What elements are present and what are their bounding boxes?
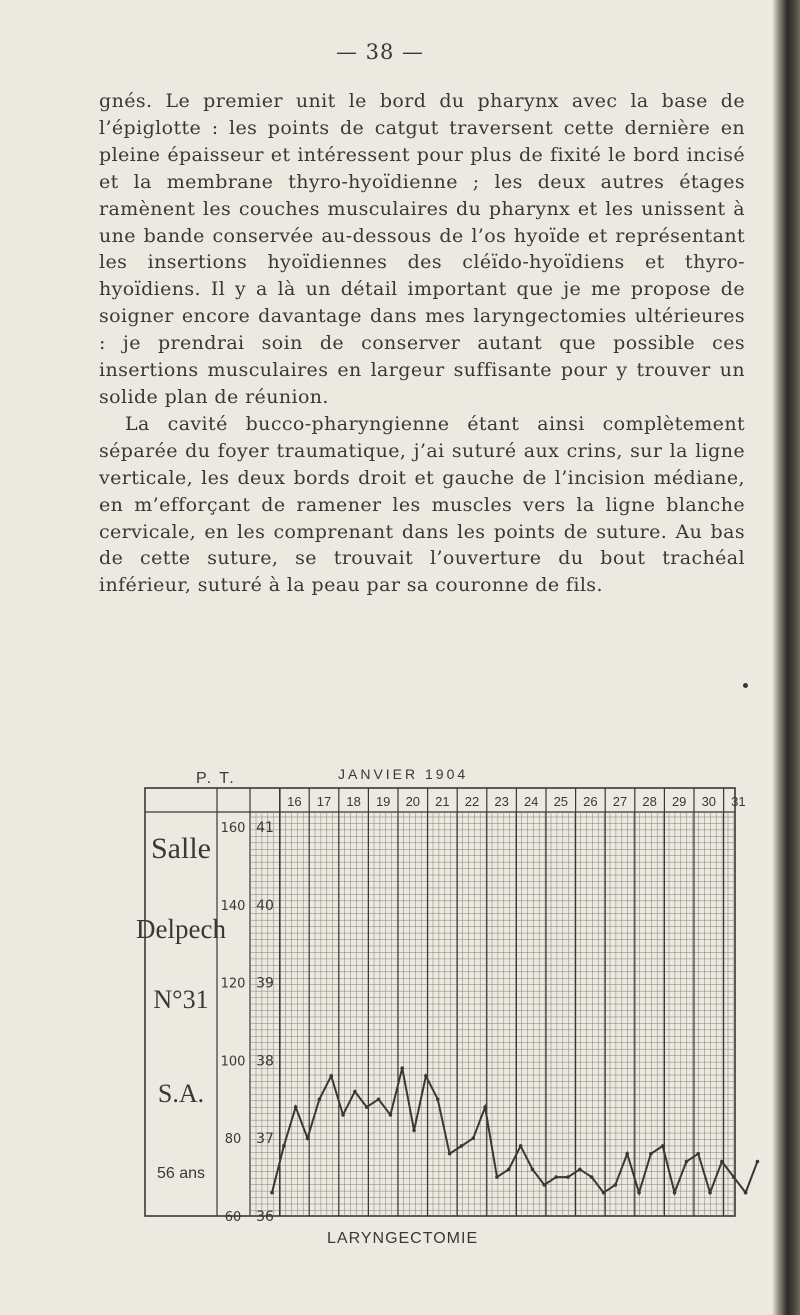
pulse-tick-label: 120 [220,976,246,992]
pulse-tick-label: 100 [220,1054,246,1070]
pulse-tick-label: 160 [220,821,246,836]
temperature-point [507,1168,511,1172]
temperature-point [400,1066,404,1070]
temperature-point [329,1074,333,1078]
temperature-point [483,1105,487,1109]
day-label: 20 [405,794,421,809]
day-label: 22 [464,794,480,809]
day-label: 28 [642,794,657,809]
temperature-tick-label: 36 [256,1209,274,1225]
temperature-point [673,1191,677,1195]
temperature-point [708,1191,712,1195]
pulse-tick-label: 80 [224,1132,242,1148]
temperature-point [353,1090,357,1094]
temperature-point [554,1175,558,1179]
chart-frame [145,788,735,1216]
temperature-point [744,1191,748,1195]
temperature-point [720,1160,724,1164]
temperature-line [272,1068,757,1192]
day-label: 27 [612,794,628,809]
temperature-point [282,1144,286,1148]
temperature-point [412,1129,416,1133]
day-label: 17 [316,794,332,809]
temperature-point [602,1191,606,1195]
pulse-tick-label: 140 [220,898,246,914]
temperature-point [294,1105,298,1109]
temperature-point [341,1113,345,1117]
day-label: 30 [701,794,717,809]
day-label: 21 [435,794,450,809]
temperature-point [519,1144,523,1148]
day-label: 23 [494,794,509,809]
temperature-tick-label: 41 [256,820,274,836]
patient-info [136,832,226,1182]
day-label: 25 [553,794,569,809]
temperature-point [756,1160,760,1164]
temperature-point [448,1152,452,1156]
temperature-point [306,1136,310,1140]
patient-info-line: Salle [151,832,211,865]
temperature-point [365,1105,369,1109]
pulse-temp-label: P. T. [196,770,236,787]
temperature-point [614,1183,618,1187]
temperature-point [531,1168,535,1172]
scan-edge [772,0,800,1315]
temperature-point [389,1113,393,1117]
paragraph-2: La cavité bucco-pharyngienne étant ainsi complètement séparée du foyer traumatique, j’ai suturé aux crins, sur la ligne verticale, les deux bords droit et gauche de l’incision médiane, en m’efforçant de ramener les muscles vers la ligne blanche cervicale, en les comprenant dans les points de suture. Au bas de cette suture, se trouvait l’ouverture du bout trachéal inférieur, suturé à la peau par sa couronne de fils. [99,412,745,597]
temperature-point [377,1098,381,1102]
day-label: 19 [375,794,391,809]
patient-info-line: 56 ans [156,1165,206,1182]
temperature-tick-label: 39 [256,975,274,992]
temperature-point [625,1152,629,1156]
temperature-point [696,1152,700,1156]
temperature-point [436,1098,440,1102]
temperature-point [649,1152,653,1156]
temperature-tick-label: 40 [256,897,274,914]
series-layer [270,1066,759,1194]
temperature-point [318,1098,322,1102]
temperature-point [637,1191,641,1195]
temperature-point [543,1183,547,1187]
day-label: 29 [671,794,687,809]
day-label: 18 [346,794,361,809]
pulse-ticks [221,821,246,1225]
temperature-point [471,1136,475,1140]
chart-title: JANVIER 1904 [338,766,469,782]
temperature-point [495,1175,499,1179]
patient-info-line: S.A. [157,1079,205,1108]
temperature-point [424,1074,428,1078]
temperature-tick-label: 38 [256,1053,274,1070]
temperature-point [590,1175,594,1179]
temperature-point [460,1144,464,1148]
temperature-ticks [256,820,274,1225]
patient-info-line: N°31 [153,985,209,1014]
temperature-point [685,1160,689,1164]
day-label: 24 [523,794,539,809]
temperature-point [578,1168,582,1172]
temperature-point [270,1191,274,1195]
patient-info-line: Delpech [136,914,226,944]
temperature-point [566,1175,570,1179]
day-label: 26 [583,794,598,809]
day-label: 31 [731,794,746,809]
pulse-tick-label: 60 [224,1210,242,1225]
temperature-tick-label: 37 [256,1131,274,1148]
temperature-point [732,1175,736,1179]
paragraph-1: gnés. Le premier unit le bord du pharynx avec la base de l’épiglotte : les points de catgut traversent cette dernière en pleine épaisseur et intéressent pour plus de fixité le bord incisé et la membrane thyro-hyoïdienne ; les deux autres étages ramènent les couches musculaires du pharynx et les unissent à une bande conservée au-dessous de l’os hyoïde et représentant les insertions hyoïdiennes des cléïdo-hyoïdiens et thyro-hyoïdiens. Il y a là un détail important que je me propose de soigner encore davantage dans mes laryngectomies ultérieures : je prendrai soin de conserver autant que possible ces insertions musculaires en largeur suffisante pour y trouver un solide plan de réunion. [99,90,745,408]
chart-footer-label: LARYNGECTOMIE [327,1230,479,1247]
day-label: 16 [287,794,302,809]
page-number: — 38 — [335,40,425,64]
temperature-point [661,1144,665,1148]
